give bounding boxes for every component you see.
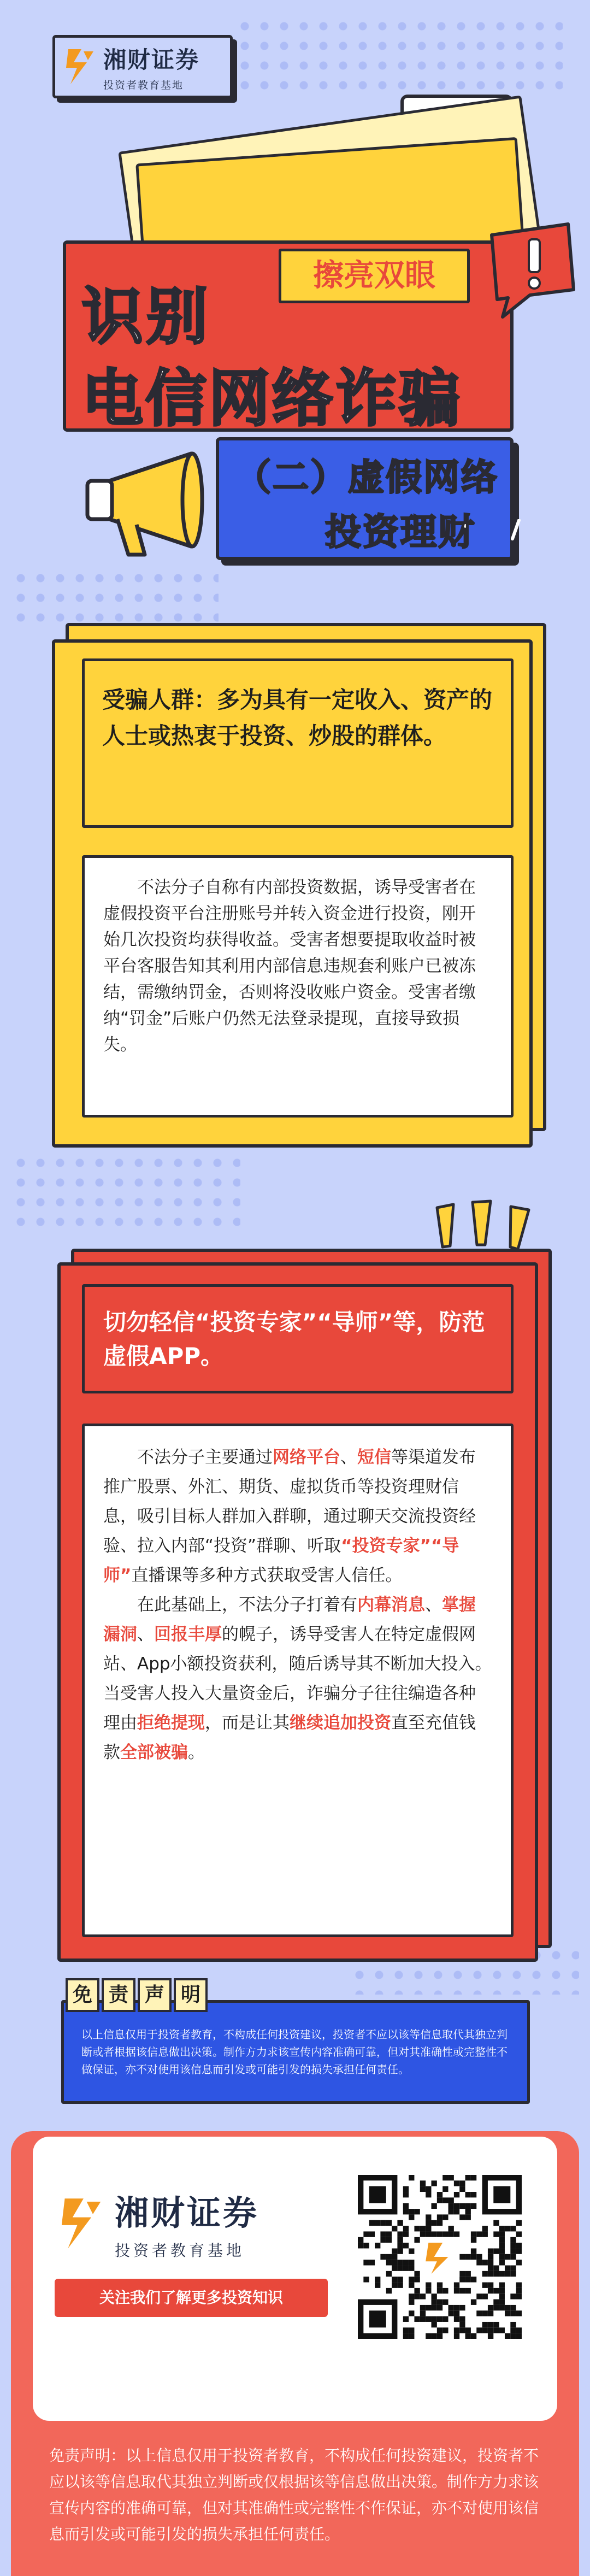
highlight-text: 回报丰厚 xyxy=(154,1625,222,1644)
brand-name: 湘财证券 xyxy=(103,46,200,73)
brand-subtitle: 投资者教育基地 xyxy=(103,79,184,91)
text-run: ，而是让其 xyxy=(205,1713,290,1733)
qr-code-graphic xyxy=(358,2175,522,2339)
slash-decoration xyxy=(508,519,524,541)
text-run: 、 xyxy=(340,1448,357,1467)
text-run: 直至充值钱款 xyxy=(103,1713,476,1762)
section2-body xyxy=(82,1424,514,1937)
exclamation-bubble-icon xyxy=(481,219,579,322)
footer-brand-name: 湘财证券 xyxy=(115,2193,259,2233)
text-run: 等渠道发布推广股票、外汇、期货、虚拟货币等投资理财信息，吸引目标人群加入群聊，通过聊天交流投资经验、拉入内部“投资”群聊、听取 xyxy=(103,1448,476,1556)
section2-heading: 切勿轻信“投资专家”“导师”等，防范虚假APP。 xyxy=(82,1284,514,1393)
text-run: 直播课等多种方式获取受害人信任。 xyxy=(131,1566,403,1585)
hero-title-line2: 电信网络诈骗 xyxy=(82,363,462,434)
disclaimer-tag-char: 责 xyxy=(102,1978,135,2012)
highlight-text: 全部被骗 xyxy=(120,1743,188,1762)
footer-brand-subtitle: 投资者教育基地 xyxy=(115,2242,245,2260)
text-run: 的幌子，诱导受害人在特定虚假网站、App小额投资获利，随后诱导其不断加大投入。当受害人投入大量资金后，诈骗分子往往编造各种理由 xyxy=(103,1625,492,1733)
disclaimer-tag-char: 声 xyxy=(138,1978,172,2012)
highlight-text: 网络平台 xyxy=(273,1448,340,1467)
highlight-text: 拒绝提现 xyxy=(137,1713,205,1733)
text-run: 、 xyxy=(137,1625,154,1644)
disclaimer-box: 以上信息仅用于投资者教育，不构成任何投资建议，投资者不应以该等信息取代其独立判断或者根据该信息做出决策。制作方力求该宣传内容准确可靠，但对其准确性或完整性不做保证，亦不对使用该信息而引发或可能引发的损失承担任何责任。 xyxy=(61,2000,530,2104)
highlight-text: “投资专家”“导师” xyxy=(103,1536,459,1585)
follow-button[interactable]: 关注我们了解更多投资知识 xyxy=(55,2279,328,2317)
megaphone-icon xyxy=(76,443,219,563)
disclaimer-tag xyxy=(66,1978,213,2018)
footer-logo xyxy=(60,2186,259,2261)
logo-mark-icon xyxy=(65,46,96,87)
dot-pattern xyxy=(235,16,563,93)
text-run: 不法分子主要通过 xyxy=(137,1448,273,1467)
highlight-text: 内幕消息 xyxy=(357,1595,425,1615)
text-run: 、 xyxy=(425,1595,442,1615)
text-run: 。 xyxy=(188,1743,205,1762)
text-run: 在此基础上，不法分子打着有 xyxy=(137,1595,357,1615)
disclaimer-tag-char: 明 xyxy=(174,1978,208,2012)
logo-mark-icon xyxy=(60,2193,104,2254)
footer-disclaimer: 免责声明：以上信息仅用于投资者教育，不构成任何投资建议，投资者不应以该等信息取代其独立判断或仅根据该等信息做出决策。制作方力求该宣传内容的准确可靠，但对其准确性或完整性不作保证，亦不对使用该信息而引发或可能引发的损失承担任何责任。 xyxy=(49,2446,539,2543)
highlight-text: 掌握漏洞 xyxy=(103,1595,476,1644)
disclaimer-tag-char: 免 xyxy=(66,1978,99,2012)
section2-paragraph2 xyxy=(103,1590,492,1767)
hero-subtitle-line1: （二）虚假网络 xyxy=(235,456,499,498)
hero-title-line1: 识别 xyxy=(82,281,211,352)
brand-logo-badge xyxy=(52,35,233,98)
highlight-text: 短信 xyxy=(357,1448,391,1467)
dot-pattern xyxy=(11,1153,240,1230)
section1-heading: 受骗人群：多为具有一定收入、资产的人士或热衷于投资、炒股的群体。 xyxy=(82,658,514,828)
hero-subtitle-line2: 投资理财 xyxy=(325,511,476,553)
hero-tag: 擦亮双眼 xyxy=(279,249,470,303)
qr-code[interactable] xyxy=(350,2164,530,2350)
dot-pattern xyxy=(11,568,219,628)
section2-paragraph1 xyxy=(103,1443,492,1590)
highlight-text: 继续追加投资 xyxy=(290,1713,391,1733)
section1-body: 不法分子自称有内部投资数据，诱导受害者在虚假投资平台注册账号并转入资金进行投资，刚开始几次投资均获得收益。受害者想要提取收益时被平台客服告知其利用内部信息违规套利账户已被冻结，需缴纳罚金，否则将没收账户资金。受害者缴纳“罚金”后账户仍然无法登录提现，直接导致损失。 xyxy=(82,855,514,1118)
